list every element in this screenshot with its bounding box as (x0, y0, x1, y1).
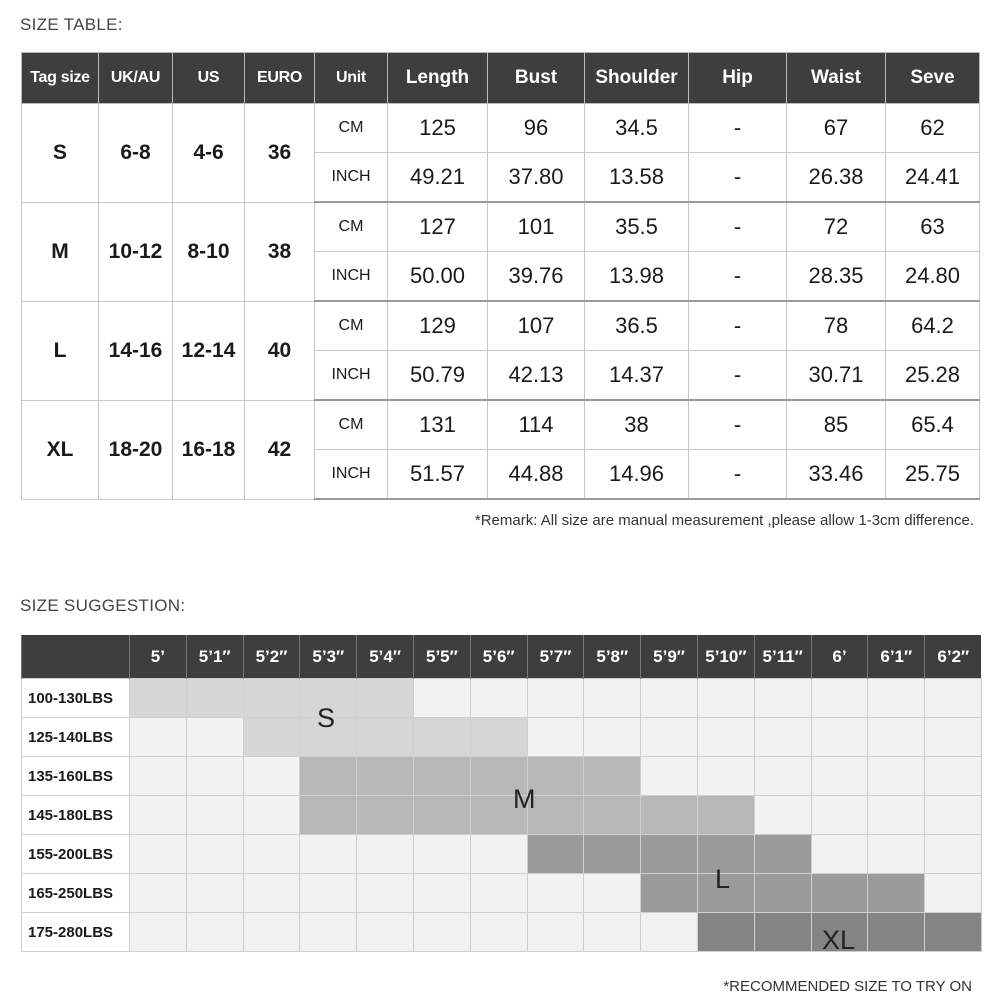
weight-label: 135-160LBS (22, 757, 130, 796)
bust-cell: 101 (488, 202, 585, 252)
suggestion-cell (527, 913, 584, 952)
suggestion-cell (925, 913, 982, 952)
bust-cell: 42.13 (488, 351, 585, 401)
suggestion-cell (300, 835, 357, 874)
suggestion-cell (811, 874, 868, 913)
height-header: 5’1″ (186, 635, 243, 679)
suggestion-cell (697, 913, 754, 952)
suggestion-cell (527, 757, 584, 796)
height-header: 5’ (130, 635, 187, 679)
size-suggestion-grid (21, 635, 982, 952)
waist-cell: 72 (787, 202, 886, 252)
suggestion-cell (697, 796, 754, 835)
bust-cell: 44.88 (488, 450, 585, 500)
shoulder-cell: 13.98 (585, 252, 689, 302)
seve-cell: 24.80 (886, 252, 980, 302)
header-length: Length (388, 53, 488, 104)
header-shoulder: Shoulder (585, 53, 689, 104)
euro-cell: 42 (245, 400, 315, 499)
header-seve: Seve (886, 53, 980, 104)
suggestion-cell (527, 796, 584, 835)
suggestion-cell (130, 835, 187, 874)
uk-au-cell: 6-8 (99, 104, 173, 203)
suggestion-cell (413, 913, 470, 952)
suggestion-cell (811, 718, 868, 757)
bust-cell: 114 (488, 400, 585, 450)
bust-cell: 96 (488, 104, 585, 153)
suggestion-cell (470, 679, 527, 718)
height-header: 5’4″ (357, 635, 414, 679)
weight-row (22, 874, 982, 913)
suggestion-cell (584, 913, 641, 952)
suggestion-cell (130, 913, 187, 952)
suggestion-cell (868, 796, 925, 835)
suggestion-cell (811, 796, 868, 835)
header-waist: Waist (787, 53, 886, 104)
suggestion-cell (243, 718, 300, 757)
shoulder-cell: 13.58 (585, 153, 689, 203)
seve-cell: 65.4 (886, 400, 980, 450)
waist-cell: 85 (787, 400, 886, 450)
zone-label-s: S (317, 703, 336, 733)
seve-cell: 25.28 (886, 351, 980, 401)
tag-size-cell: S (22, 104, 99, 203)
hip-cell: - (689, 202, 787, 252)
suggestion-cell (641, 835, 698, 874)
suggestion-cell (811, 679, 868, 718)
suggestion-cell (243, 757, 300, 796)
suggestion-cell (754, 718, 811, 757)
weight-row (22, 796, 982, 835)
suggestion-cell (130, 718, 187, 757)
shoulder-cell: 38 (585, 400, 689, 450)
euro-cell: 36 (245, 104, 315, 203)
suggestion-cell (697, 679, 754, 718)
size-table-row (22, 104, 980, 153)
uk-au-cell: 18-20 (99, 400, 173, 499)
shoulder-cell: 14.37 (585, 351, 689, 401)
suggestion-cell (641, 874, 698, 913)
suggestion-cell (754, 796, 811, 835)
suggestion-cell (868, 679, 925, 718)
suggestion-cell (243, 874, 300, 913)
suggestion-cell (186, 679, 243, 718)
unit-cell: CM (315, 104, 388, 153)
suggestion-cell (300, 757, 357, 796)
suggestion-cell (130, 757, 187, 796)
suggestion-cell (925, 679, 982, 718)
suggestion-cell (527, 835, 584, 874)
suggestion-cell (413, 874, 470, 913)
waist-cell: 28.35 (787, 252, 886, 302)
height-header: 5’3″ (300, 635, 357, 679)
suggestion-cell (130, 679, 187, 718)
unit-cell: CM (315, 400, 388, 450)
suggestion-cell (413, 796, 470, 835)
suggestion-cell (925, 835, 982, 874)
suggestion-cell (811, 835, 868, 874)
hip-cell: - (689, 301, 787, 351)
suggestion-cell (925, 874, 982, 913)
euro-cell: 40 (245, 301, 315, 400)
us-cell: 4-6 (173, 104, 245, 203)
length-cell: 49.21 (388, 153, 488, 203)
suggestion-cell (527, 718, 584, 757)
bust-cell: 39.76 (488, 252, 585, 302)
length-cell: 131 (388, 400, 488, 450)
length-cell: 127 (388, 202, 488, 252)
header-tag-size: Tag size (22, 53, 99, 104)
suggestion-cell (868, 913, 925, 952)
hip-cell: - (689, 153, 787, 203)
suggestion-cell (697, 718, 754, 757)
shoulder-cell: 36.5 (585, 301, 689, 351)
suggestion-cell (584, 757, 641, 796)
height-header: 6’2″ (925, 635, 982, 679)
shoulder-cell: 34.5 (585, 104, 689, 153)
height-header: 5’2″ (243, 635, 300, 679)
suggestion-cell (527, 679, 584, 718)
us-cell: 8-10 (173, 202, 245, 301)
bust-cell: 37.80 (488, 153, 585, 203)
unit-cell: INCH (315, 351, 388, 401)
height-header: 5’9″ (641, 635, 698, 679)
suggestion-cell (641, 679, 698, 718)
height-header: 5’10″ (697, 635, 754, 679)
zone-label-m: M (513, 784, 536, 814)
suggestion-cell (357, 757, 414, 796)
height-header: 5’6″ (470, 635, 527, 679)
suggestion-cell (186, 718, 243, 757)
tag-size-cell: XL (22, 400, 99, 499)
suggestion-cell (697, 757, 754, 796)
weight-label: 155-200LBS (22, 835, 130, 874)
height-header: 5’11″ (754, 635, 811, 679)
suggestion-cell (357, 718, 414, 757)
suggestion-cell (413, 679, 470, 718)
suggestion-cell (584, 718, 641, 757)
height-header: 6’1″ (868, 635, 925, 679)
hip-cell: - (689, 252, 787, 302)
size-table (21, 52, 980, 500)
suggestion-cell (186, 835, 243, 874)
weight-row (22, 835, 982, 874)
weight-label: 125-140LBS (22, 718, 130, 757)
hip-cell: - (689, 450, 787, 500)
bust-cell: 107 (488, 301, 585, 351)
suggestion-cell (754, 835, 811, 874)
suggestion-cell (243, 913, 300, 952)
suggestion-cell (868, 835, 925, 874)
suggestion-cell (584, 796, 641, 835)
unit-cell: CM (315, 301, 388, 351)
header-bust: Bust (488, 53, 585, 104)
suggestion-cell (130, 874, 187, 913)
suggestion-cell (186, 913, 243, 952)
weight-label: 100-130LBS (22, 679, 130, 718)
height-header-row (22, 635, 982, 679)
shoulder-cell: 35.5 (585, 202, 689, 252)
suggestion-cell (130, 796, 187, 835)
suggestion-cell (357, 835, 414, 874)
unit-cell: INCH (315, 252, 388, 302)
length-cell: 125 (388, 104, 488, 153)
weight-row (22, 679, 982, 718)
suggestion-cell (868, 874, 925, 913)
seve-cell: 24.41 (886, 153, 980, 203)
seve-cell: 25.75 (886, 450, 980, 500)
recommend-note: *RECOMMENDED SIZE TO TRY ON (723, 978, 972, 995)
weight-row (22, 718, 982, 757)
zone-label-l: L (715, 864, 731, 894)
suggestion-cell (413, 757, 470, 796)
suggestion-cell (357, 874, 414, 913)
weight-label: 145-180LBS (22, 796, 130, 835)
unit-cell: INCH (315, 450, 388, 500)
us-cell: 12-14 (173, 301, 245, 400)
suggestion-cell (868, 757, 925, 796)
header-us: US (173, 53, 245, 104)
suggestion-cell (641, 796, 698, 835)
suggestion-cell (811, 757, 868, 796)
length-cell: 50.79 (388, 351, 488, 401)
length-cell: 129 (388, 301, 488, 351)
suggestion-cell (186, 796, 243, 835)
header-uk-au: UK/AU (99, 53, 173, 104)
size-table-row (22, 202, 980, 252)
grid-corner (22, 635, 130, 679)
uk-au-cell: 10-12 (99, 202, 173, 301)
seve-cell: 63 (886, 202, 980, 252)
hip-cell: - (689, 351, 787, 401)
suggestion-cell (584, 874, 641, 913)
unit-cell: CM (315, 202, 388, 252)
unit-cell: INCH (315, 153, 388, 203)
waist-cell: 33.46 (787, 450, 886, 500)
suggestion-cell (754, 679, 811, 718)
suggestion-cell (641, 718, 698, 757)
suggestion-cell (470, 874, 527, 913)
suggestion-cell (470, 913, 527, 952)
suggestion-cell (357, 913, 414, 952)
suggestion-cell (300, 913, 357, 952)
weight-label: 165-250LBS (22, 874, 130, 913)
euro-cell: 38 (245, 202, 315, 301)
size-table-title: SIZE TABLE: (20, 15, 123, 34)
suggestion-cell (300, 796, 357, 835)
length-cell: 51.57 (388, 450, 488, 500)
suggestion-cell (357, 679, 414, 718)
size-table-row (22, 400, 980, 450)
shoulder-cell: 14.96 (585, 450, 689, 500)
height-header: 5’5″ (413, 635, 470, 679)
suggestion-cell (470, 718, 527, 757)
suggestion-cell (243, 679, 300, 718)
waist-cell: 78 (787, 301, 886, 351)
size-suggestion-title: SIZE SUGGESTION: (20, 596, 186, 615)
seve-cell: 62 (886, 104, 980, 153)
suggestion-cell (470, 835, 527, 874)
suggestion-cell (584, 679, 641, 718)
weight-row (22, 757, 982, 796)
waist-cell: 26.38 (787, 153, 886, 203)
suggestion-cell (527, 874, 584, 913)
header-unit: Unit (315, 53, 388, 104)
suggestion-cell (925, 718, 982, 757)
height-header: 6’ (811, 635, 868, 679)
waist-cell: 30.71 (787, 351, 886, 401)
header-hip: Hip (689, 53, 787, 104)
suggestion-cell (413, 718, 470, 757)
size-table-header-row (22, 53, 980, 104)
us-cell: 16-18 (173, 400, 245, 499)
suggestion-cell (357, 796, 414, 835)
suggestion-cell (925, 796, 982, 835)
suggestion-cell (754, 874, 811, 913)
tag-size-cell: M (22, 202, 99, 301)
suggestion-cell (243, 796, 300, 835)
suggestion-cell (186, 874, 243, 913)
suggestion-cell (186, 757, 243, 796)
suggestion-cell (868, 718, 925, 757)
suggestion-cell (300, 874, 357, 913)
seve-cell: 64.2 (886, 301, 980, 351)
uk-au-cell: 14-16 (99, 301, 173, 400)
suggestion-cell (754, 913, 811, 952)
hip-cell: - (689, 104, 787, 153)
suggestion-cell (413, 835, 470, 874)
weight-label: 175-280LBS (22, 913, 130, 952)
suggestion-cell (243, 835, 300, 874)
length-cell: 50.00 (388, 252, 488, 302)
size-remark: *Remark: All size are manual measurement ,please allow 1-3cm difference. (474, 512, 974, 529)
suggestion-cell (641, 913, 698, 952)
waist-cell: 67 (787, 104, 886, 153)
height-header: 5’8″ (584, 635, 641, 679)
suggestion-cell (584, 835, 641, 874)
suggestion-cell (754, 757, 811, 796)
suggestion-cell (641, 757, 698, 796)
hip-cell: - (689, 400, 787, 450)
suggestion-cell (925, 757, 982, 796)
zone-label-xl: XL (822, 925, 856, 955)
header-euro: EURO (245, 53, 315, 104)
tag-size-cell: L (22, 301, 99, 400)
size-table-row (22, 301, 980, 351)
height-header: 5’7″ (527, 635, 584, 679)
